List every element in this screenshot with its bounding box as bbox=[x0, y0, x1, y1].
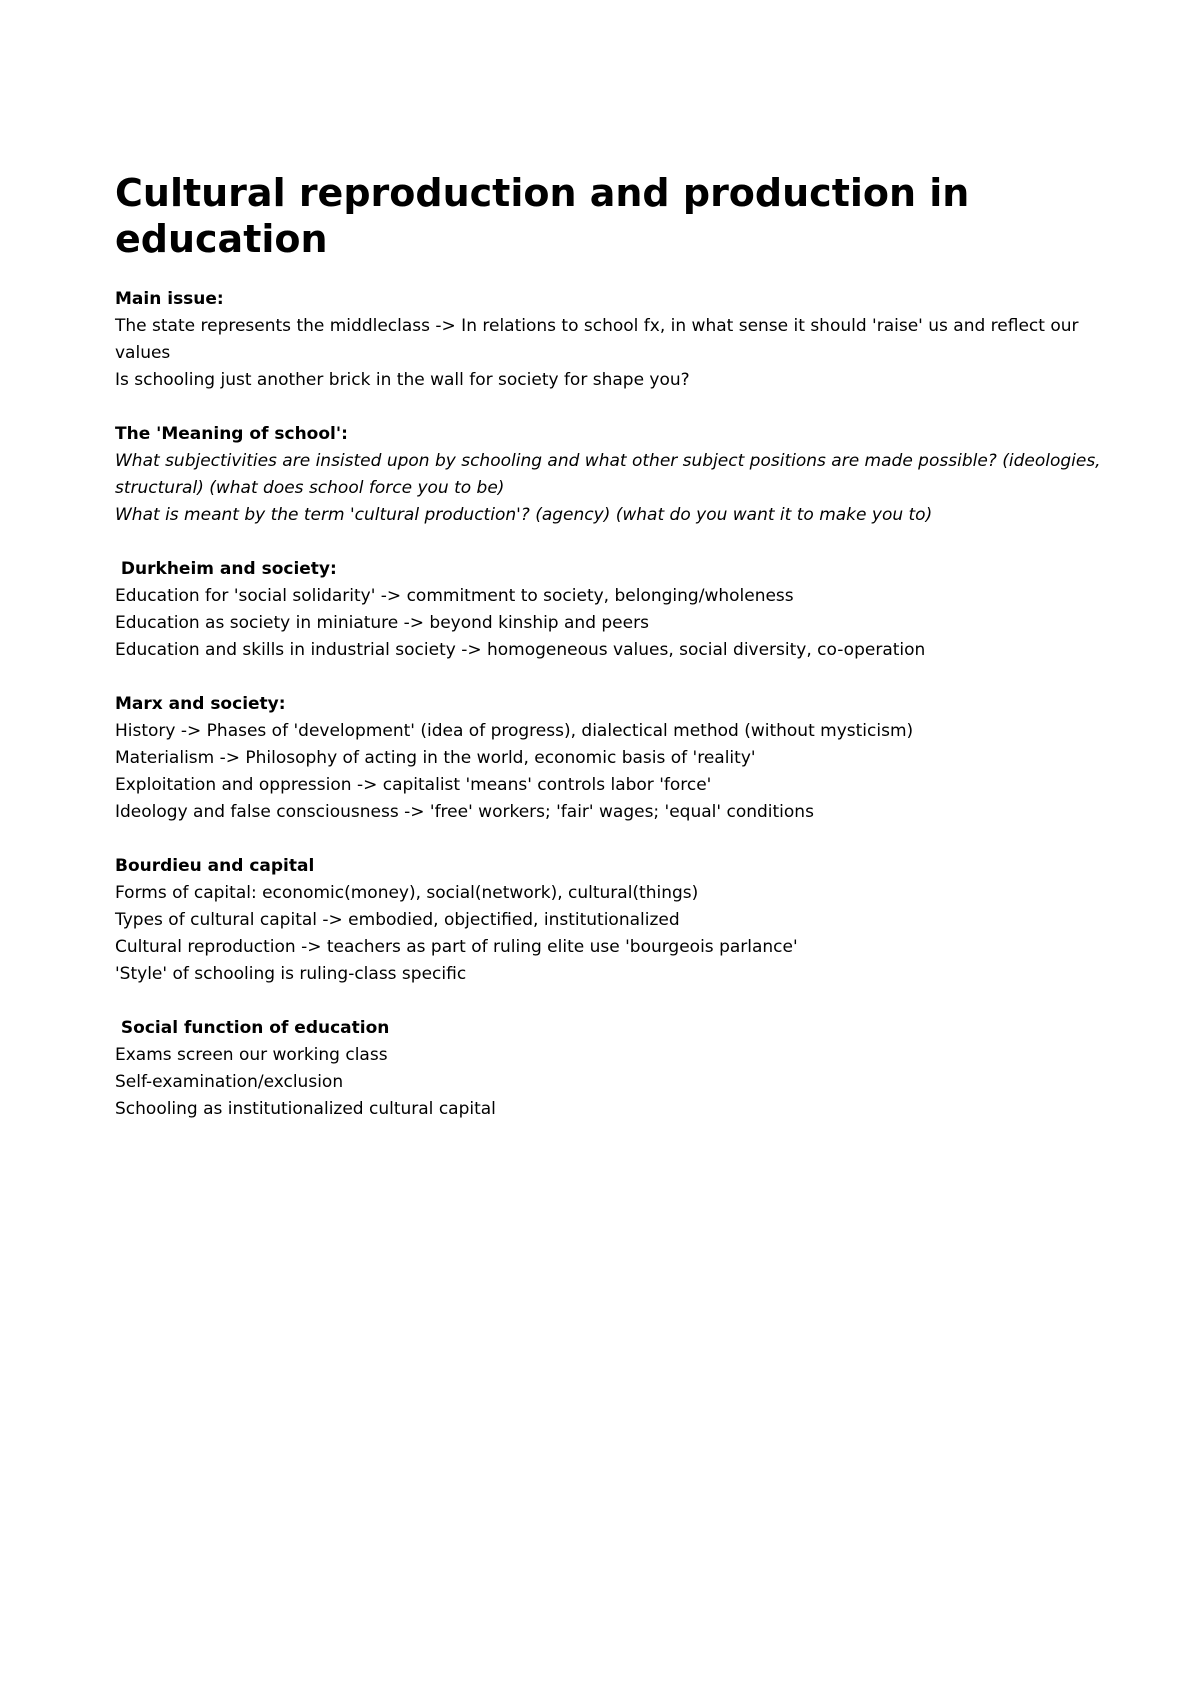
section-line: 'Style' of schooling is ruling-class specific bbox=[115, 964, 467, 984]
document-body bbox=[115, 170, 1105, 1150]
section-line: The state represents the middleclass -> In relations to school fx, in what sense it should 'raise' us and reflect our values bbox=[115, 316, 1079, 363]
section-heading: The 'Meaning of school': bbox=[115, 424, 348, 444]
section-line: What is meant by the term 'cultural production'? (agency) (what do you want it to make you to) bbox=[115, 505, 933, 525]
section-line: Materialism -> Philosophy of acting in the world, economic basis of 'reality' bbox=[115, 748, 756, 768]
section-line: Education as society in miniature -> beyond kinship and peers bbox=[115, 613, 649, 633]
section-durkheim bbox=[115, 556, 1105, 664]
section-meaning-of-school bbox=[115, 421, 1105, 529]
section-line: Exams screen our working class bbox=[115, 1045, 388, 1065]
section-line: Cultural reproduction -> teachers as part of ruling elite use 'bourgeois parlance' bbox=[115, 937, 798, 957]
section-social-function bbox=[115, 1015, 1105, 1123]
section-line: Education and skills in industrial society -> homogeneous values, social diversity, co-operation bbox=[115, 640, 926, 660]
section-line: Exploitation and oppression -> capitalist 'means' controls labor 'force' bbox=[115, 775, 712, 795]
section-line: Education for 'social solidarity' -> commitment to society, belonging/wholeness bbox=[115, 586, 794, 606]
section-main-issue bbox=[115, 286, 1105, 394]
section-line: History -> Phases of 'development' (idea of progress), dialectical method (without mysticism) bbox=[115, 721, 914, 741]
section-line: Schooling as institutionalized cultural capital bbox=[115, 1099, 496, 1119]
section-heading: Bourdieu and capital bbox=[115, 856, 315, 876]
section-line: Self-examination/exclusion bbox=[115, 1072, 344, 1092]
section-line: Is schooling just another brick in the wall for society for shape you? bbox=[115, 370, 690, 390]
section-bourdieu bbox=[115, 853, 1105, 988]
section-marx bbox=[115, 691, 1105, 826]
section-heading: Marx and society: bbox=[115, 694, 286, 714]
section-heading: Social function of education bbox=[115, 1018, 390, 1038]
section-line: Ideology and false consciousness -> 'free' workers; 'fair' wages; 'equal' conditions bbox=[115, 802, 814, 822]
document-title: Cultural reproduction and production in education bbox=[115, 171, 970, 261]
section-line: Types of cultural capital -> embodied, objectified, institutionalized bbox=[115, 910, 680, 930]
section-heading: Main issue: bbox=[115, 289, 224, 309]
section-line: What subjectivities are insisted upon by schooling and what other subject positions are made possible? (ideologies, structural) (what does school force you to be) bbox=[115, 451, 1101, 498]
section-line: Forms of capital: economic(money), social(network), cultural(things) bbox=[115, 883, 699, 903]
section-heading: Durkheim and society: bbox=[115, 559, 337, 579]
